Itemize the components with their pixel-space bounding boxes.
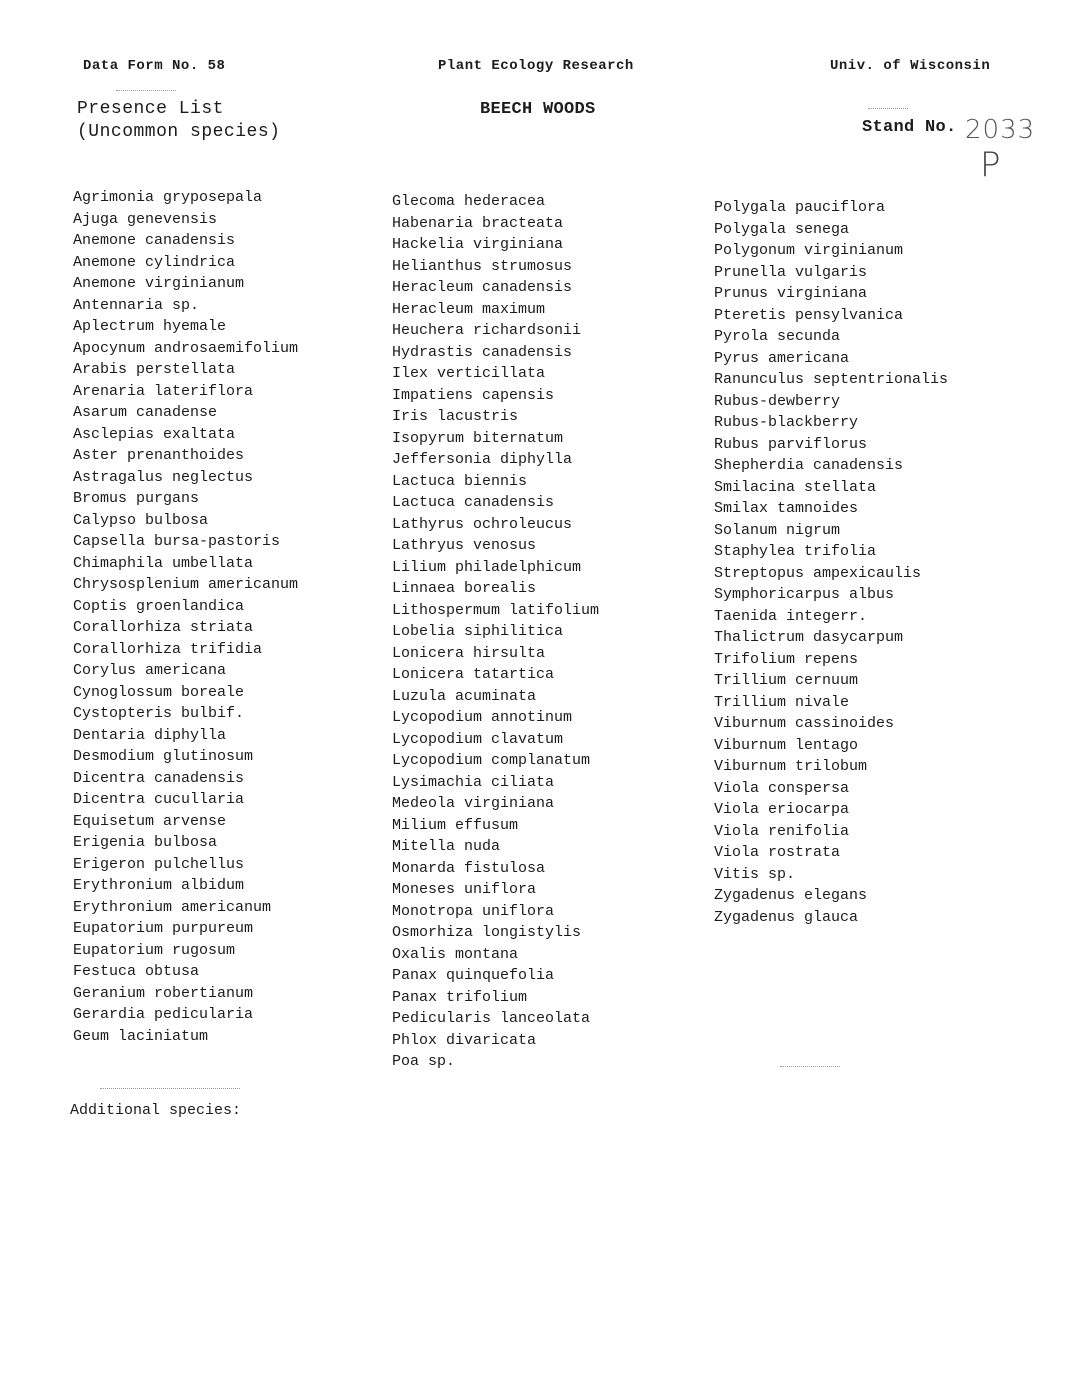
species-item: Panax quinquefolia — [392, 967, 555, 984]
species-item: Lycopodium complanatum — [392, 752, 591, 769]
species-item: Gerardia pedicularia — [73, 1006, 254, 1023]
species-item: Lonicera hirsulta — [392, 644, 546, 662]
species-item: Prunella vulgaris — [714, 263, 868, 281]
species-column-3 — [714, 197, 948, 928]
species-item: Heuchera richardsonii — [392, 322, 582, 339]
species-item: Aster prenanthoides — [73, 447, 245, 464]
species-item: Trifolium repens — [714, 650, 859, 668]
species-item: Erythronium albidum — [73, 877, 245, 894]
species-item: Lysimachia ciliata — [392, 773, 555, 791]
species-item: Asarum canadense — [73, 404, 218, 421]
species-item: Cystopteris bulbif. — [73, 705, 245, 722]
species-item: Lactuca canadensis — [392, 494, 555, 511]
species-item: Monotropa uniflora — [392, 902, 555, 920]
additional-species-label: Additional species: — [70, 1102, 242, 1119]
species-item: Arabis perstellata — [73, 361, 236, 378]
species-item: Rubus-blackberry — [714, 414, 859, 431]
species-item: Eupatorium rugosum — [73, 941, 236, 959]
species-item: Zygadenus glauca — [714, 908, 859, 926]
species-item: Viola renifolia — [714, 822, 850, 840]
species-item: Pyrus americana — [714, 349, 850, 367]
species-item: Agrimonia gryposepala — [73, 189, 263, 206]
species-item: Trillium nivale — [714, 693, 850, 711]
species-item: Linnaea borealis — [392, 580, 537, 597]
species-item: Erigenia bulbosa — [73, 834, 218, 851]
species-item: Poa sp. — [392, 1053, 456, 1070]
scan-speckle — [116, 90, 176, 91]
species-item: Viola conspersa — [714, 779, 850, 797]
species-item: Streptopus ampexicaulis — [714, 564, 922, 582]
species-item: Lithospermum latifolium — [392, 601, 600, 619]
species-item: Lactuca biennis — [392, 472, 528, 490]
species-item: Pedicularis lanceolata — [392, 1010, 591, 1027]
species-item: Corallorhiza trifidia — [73, 640, 263, 658]
species-item: Arenaria lateriflora — [73, 382, 254, 400]
species-item: Osmorhiza longistylis — [392, 924, 582, 941]
species-item: Ajuga genevensis — [73, 210, 218, 228]
title-line-2: (Uncommon species) — [77, 122, 281, 142]
species-item: Equisetum arvense — [73, 812, 227, 830]
species-item: Heracleum maximum — [392, 300, 546, 318]
scan-speckle — [100, 1088, 240, 1089]
form-title — [77, 98, 280, 144]
species-item: Astragalus neglectus — [73, 468, 254, 486]
species-item: Viburnum lentago — [714, 736, 859, 754]
species-item: Lilium philadelphicum — [392, 558, 582, 576]
species-item: Staphylea trifolia — [714, 543, 877, 560]
species-item: Helianthus strumosus — [392, 257, 573, 275]
species-item: Shepherdia canadensis — [714, 457, 904, 474]
species-item: Chimaphila umbellata — [73, 554, 254, 572]
species-item: Moneses uniflora — [392, 881, 537, 898]
species-item: Anemone cylindrica — [73, 253, 236, 271]
species-item: Dicentra canadensis — [73, 769, 245, 787]
species-item: Anemone virginianum — [73, 275, 245, 292]
species-item: Iris lacustris — [392, 408, 519, 425]
species-item: Luzula acuminata — [392, 687, 537, 705]
species-item: Pyrola secunda — [714, 328, 841, 345]
species-item: Dicentra cucullaria — [73, 791, 245, 808]
scan-speckle — [868, 108, 908, 109]
species-item: Viola rostrata — [714, 844, 841, 861]
species-item: Capsella bursa-pastoris — [73, 533, 281, 550]
species-item: Polygala pauciflora — [714, 199, 886, 216]
scan-speckle — [780, 1066, 840, 1067]
community-type: BEECH WOODS — [480, 100, 596, 119]
species-item: Pteretis pensylvanica — [714, 306, 904, 324]
species-item: Viburnum trilobum — [714, 758, 868, 775]
species-item: Erythronium americanum — [73, 898, 272, 916]
stand-label: Stand No. — [862, 118, 957, 137]
species-item: Trillium cernuum — [714, 672, 859, 689]
species-item: Heracleum canadensis — [392, 279, 573, 296]
species-item: Lycopodium annotinum — [392, 709, 573, 726]
species-item: Medeola virginiana — [392, 795, 555, 812]
species-item: Smilacina stellata — [714, 478, 877, 496]
species-item: Lycopodium clavatum — [392, 730, 564, 748]
species-item: Apocynum androsaemifolium — [73, 339, 299, 357]
species-item: Symphoricarpus albus — [714, 586, 895, 603]
species-item: Viburnum cassinoides — [714, 715, 895, 732]
species-item: Erigeron pulchellus — [73, 855, 245, 873]
species-item: Chrysosplenium americanum — [73, 576, 299, 593]
species-item: Jeffersonia diphylla — [392, 451, 573, 468]
species-item: Eupatorium purpureum — [73, 920, 254, 937]
species-item: Viola eriocarpa — [714, 801, 850, 818]
university-name: Univ. of Wisconsin — [830, 58, 991, 74]
species-item: Habenaria bracteata — [392, 214, 564, 232]
species-item: Geum laciniatum — [73, 1027, 209, 1045]
species-item: Antennaria sp. — [73, 296, 200, 314]
species-item: Hackelia virginiana — [392, 236, 564, 253]
species-item: Calypso bulbosa — [73, 511, 209, 529]
species-item: Cynoglossum boreale — [73, 683, 245, 701]
species-item: Asclepias exaltata — [73, 425, 236, 443]
species-item: Festuca obtusa — [73, 963, 200, 980]
species-item: Glecoma hederacea — [392, 193, 546, 210]
stand-number-handwritten: 2033 — [965, 115, 1036, 145]
species-item: Dentaria diphylla — [73, 726, 227, 744]
species-item: Bromus purgans — [73, 490, 200, 507]
species-item: Monarda fistulosa — [392, 859, 546, 877]
species-item: Rubus-dewberry — [714, 392, 841, 410]
species-item: Phlox divaricata — [392, 1031, 537, 1049]
species-item: Zygadenus elegans — [714, 887, 868, 904]
handwritten-mark: P — [980, 145, 1001, 185]
species-item: Lobelia siphilitica — [392, 623, 564, 640]
species-item: Ilex verticillata — [392, 365, 546, 382]
organization-name: Plant Ecology Research — [438, 58, 634, 74]
species-item: Ranunculus septentrionalis — [714, 371, 949, 388]
species-item: Milium effusum — [392, 816, 519, 834]
species-item: Impatiens capensis — [392, 386, 555, 404]
species-item: Mitella nuda — [392, 838, 501, 855]
species-item: Panax trifolium — [392, 988, 528, 1006]
species-item: Lonicera tatartica — [392, 666, 555, 683]
species-item: Aplectrum hyemale — [73, 318, 227, 335]
species-item: Vitis sp. — [714, 865, 796, 883]
species-item: Taenida integerr. — [714, 607, 868, 625]
species-item: Lathryus venosus — [392, 537, 537, 554]
form-number: Data Form No. 58 — [83, 58, 226, 74]
species-item: Coptis groenlandica — [73, 597, 245, 615]
species-item: Smilax tamnoides — [714, 500, 859, 517]
species-item: Polygonum virginianum — [714, 242, 904, 259]
species-item: Solanum nigrum — [714, 521, 841, 539]
species-column-2 — [392, 191, 599, 1073]
title-line-1: Presence List — [77, 99, 224, 119]
species-item: Rubus parviflorus — [714, 435, 868, 453]
species-item: Thalictrum dasycarpum — [714, 629, 904, 646]
species-item: Anemone canadensis — [73, 232, 236, 249]
species-item: Oxalis montana — [392, 945, 519, 963]
species-item: Polygala senega — [714, 220, 850, 238]
species-item: Desmodium glutinosum — [73, 748, 254, 765]
species-item: Hydrastis canadensis — [392, 343, 573, 361]
species-item: Isopyrum biternatum — [392, 429, 564, 447]
species-item: Lathyrus ochroleucus — [392, 515, 573, 533]
species-item: Corylus americana — [73, 662, 227, 679]
species-item: Corallorhiza striata — [73, 619, 254, 636]
species-column-1 — [73, 187, 298, 1047]
species-item: Prunus virginiana — [714, 285, 868, 302]
species-item: Geranium robertianum — [73, 984, 254, 1002]
